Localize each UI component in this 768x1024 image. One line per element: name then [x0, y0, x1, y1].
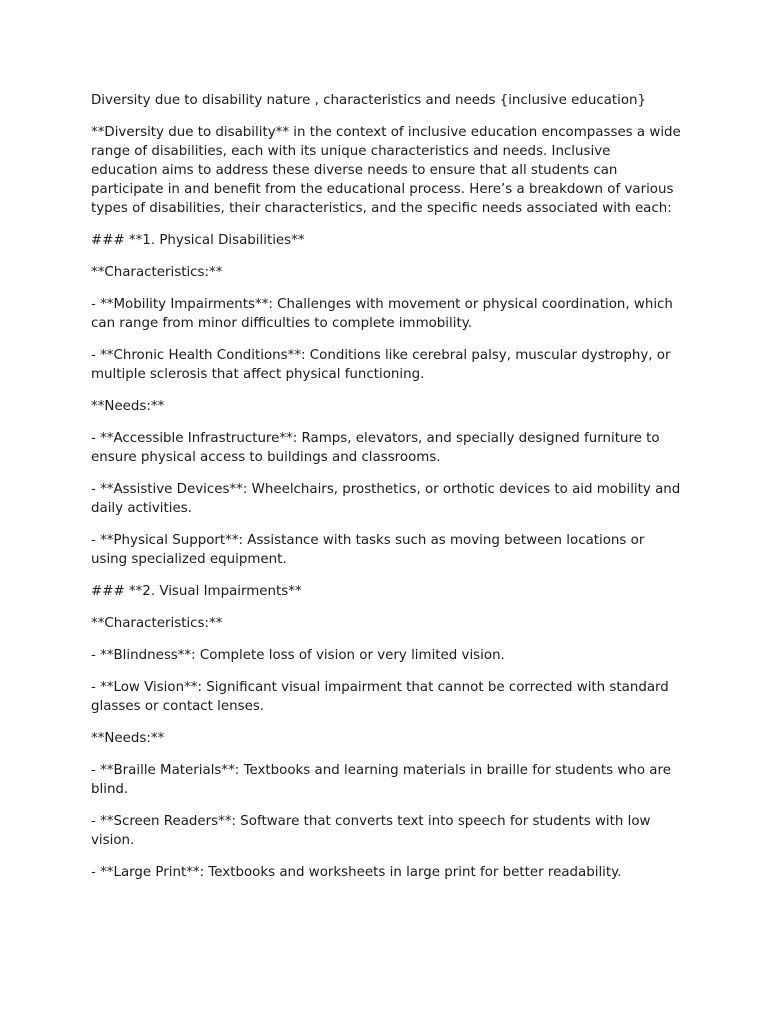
list-item-low-vision: - **Low Vision**: Significant visual impairment that cannot be corrected with standard glasses or contact lenses.: [91, 680, 669, 714]
list-item-large-print: - **Large Print**: Textbooks and worksheets in large print for better readability.: [91, 865, 622, 880]
list-item-chronic-health-conditions: - **Chronic Health Conditions**: Conditions like cerebral palsy, muscular dystrophy, or multiple sclerosis that affect physical functioning.: [91, 348, 671, 382]
needs-label: **Needs:**: [91, 731, 165, 746]
list-item-braille-materials: - **Braille Materials**: Textbooks and learning materials in braille for students who are blind.: [91, 763, 671, 797]
section-heading-physical-disabilities: ### **1. Physical Disabilities**: [91, 233, 305, 248]
needs-label: **Needs:**: [91, 399, 165, 414]
intro-paragraph: **Diversity due to disability** in the context of inclusive education encompasses a wide range of disabilities, each with its unique characteristics and needs. Inclusive education aims to address these diverse needs to ensure that all students can participate in and benefit from the educational process. Here’s a breakdown of various types of disabilities, their characteristics, and the specific needs associated with each:: [91, 125, 681, 216]
list-item-blindness: - **Blindness**: Complete loss of vision or very limited vision.: [91, 648, 505, 663]
characteristics-label: **Characteristics:**: [91, 265, 223, 280]
list-item-mobility-impairments: - **Mobility Impairments**: Challenges with movement or physical coordination, which can range from minor difficulties to complete immobility.: [91, 297, 673, 331]
document-page: [91, 91, 681, 895]
list-item-assistive-devices: - **Assistive Devices**: Wheelchairs, prosthetics, or orthotic devices to aid mobility and daily activities.: [91, 482, 681, 516]
section-heading-visual-impairments: ### **2. Visual Impairments**: [91, 584, 302, 599]
list-item-screen-readers: - **Screen Readers**: Software that converts text into speech for students with low vision.: [91, 814, 651, 848]
list-item-accessible-infrastructure: - **Accessible Infrastructure**: Ramps, elevators, and specially designed furniture to ensure physical access to buildings and classrooms.: [91, 431, 660, 465]
list-item-physical-support: - **Physical Support**: Assistance with tasks such as moving between locations or using specialized equipment.: [91, 533, 645, 567]
characteristics-label: **Characteristics:**: [91, 616, 223, 631]
document-title: Diversity due to disability nature , characteristics and needs {inclusive education}: [91, 93, 647, 108]
